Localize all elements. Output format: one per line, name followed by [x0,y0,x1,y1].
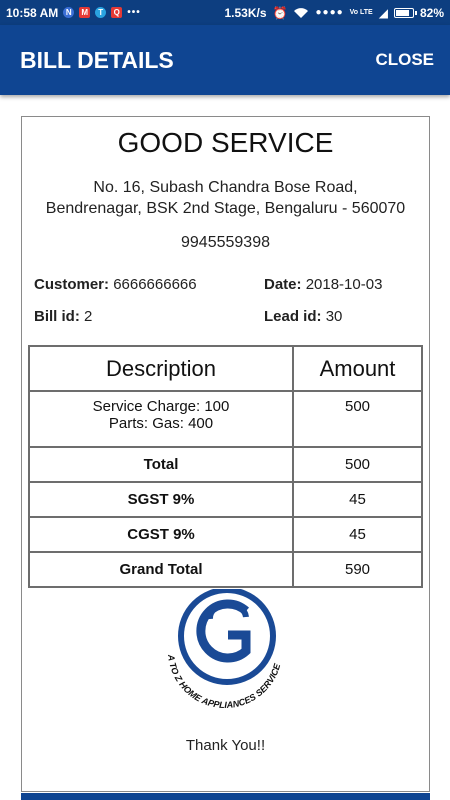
table-row [29,552,422,587]
logo-tagline: A TO Z HOME APPLIANCES SERVICE [166,653,283,711]
thank-you-message: Thank You!! [185,737,266,754]
lead-id-label: Lead id: [264,308,322,325]
column-header-description: Description [29,346,293,391]
alarm-icon: ⏰ [272,5,288,20]
customer-value: 6666666666 [113,276,197,293]
table-header-row [29,346,422,391]
date-value: 2018-10-03 [305,276,383,293]
status-bar [0,0,450,25]
address-line-2: Bendrenagar, BSK 2nd Stage, Bengaluru - 560070 [45,200,406,217]
company-logo [150,589,300,739]
gmail-icon: M [79,7,90,18]
column-header-amount: Amount [293,346,422,391]
row-description: Total [29,447,293,482]
row-description: Grand Total [29,552,293,587]
company-address [22,177,429,219]
bottom-bar [21,793,430,800]
table-row [29,482,422,517]
service-charge-line: Service Charge: 100 [92,398,230,415]
address-line-1: No. 16, Subash Chandra Bose Road, [93,179,358,196]
customer-label: Customer: [34,276,110,293]
battery-icon [394,8,414,18]
date-info [264,276,382,293]
table-row [29,447,422,482]
status-time: 10:58 AM [6,5,59,20]
volte-indicator: Vo LTE [349,9,373,16]
bill-card [21,116,430,792]
battery-percent: 82% [419,5,444,20]
row-description: CGST 9% [29,517,293,552]
row-amount: 590 [293,552,422,587]
app-bar [0,25,450,95]
lead-id-value: 30 [325,308,343,325]
parts-line: Parts: Gas: 400 [108,415,214,432]
date-label: Date: [264,276,302,293]
notification-n-icon: N [63,7,74,18]
bill-meta [22,276,429,340]
customer-info [34,276,197,293]
bill-id-value: 2 [84,308,93,325]
row-amount: 45 [293,482,422,517]
close-button[interactable]: CLOSE [375,50,434,69]
more-notifications-icon: ••• [127,7,141,18]
wifi-icon [293,7,309,19]
signal-icon-2: ◢ [378,5,388,20]
network-speed: 1.53K/s [224,5,267,20]
bill-table [28,345,423,588]
bill-id-info [34,308,92,325]
row-amount: 45 [293,517,422,552]
row-amount: 500 [293,447,422,482]
signal-strength-icon: ●●●● [315,7,344,18]
row-description: SGST 9% [29,482,293,517]
company-name: GOOD SERVICE [117,127,334,158]
page-title: BILL DETAILS [20,46,174,73]
table-row [29,391,422,447]
table-row [29,517,422,552]
bill-id-label: Bill id: [34,308,80,325]
row-description [29,391,293,447]
company-phone: 9945559398 [181,234,270,251]
lead-id-info [264,308,342,325]
telegram-icon: T [95,7,106,18]
row-amount: 500 [293,391,422,447]
notification-q-icon: Q [111,7,122,18]
